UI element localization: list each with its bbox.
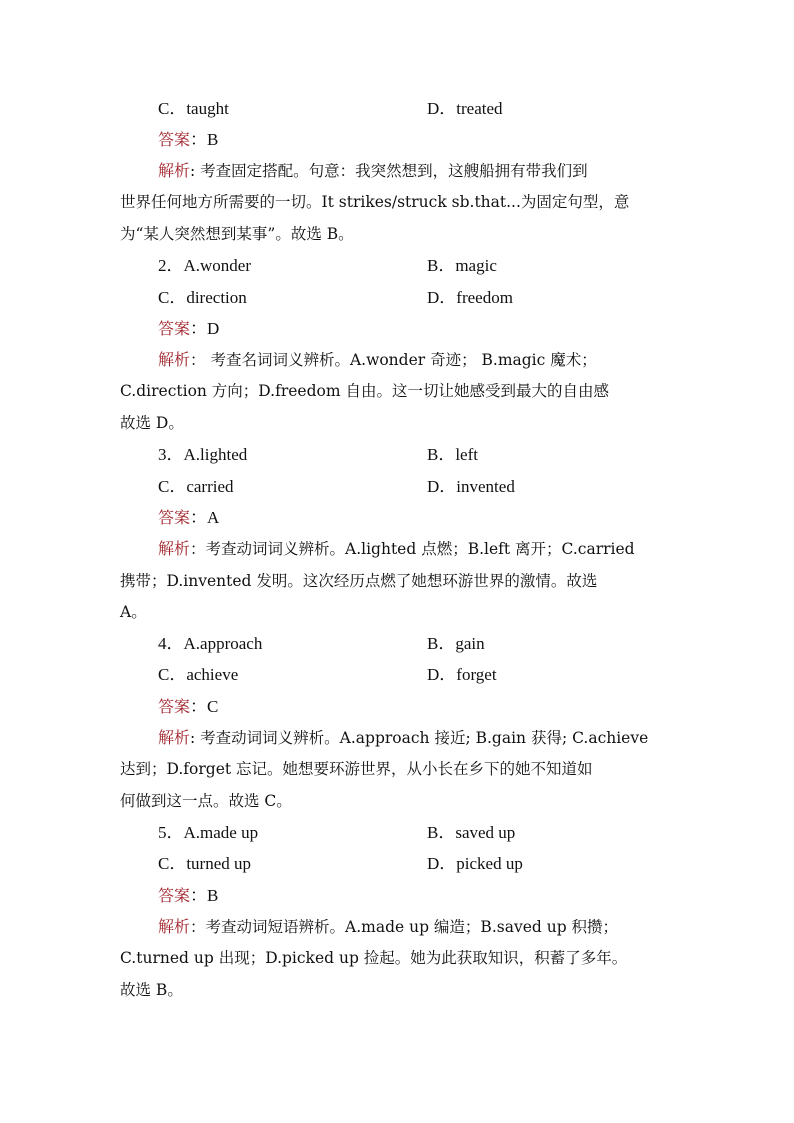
analysis-text: ： 考查名词词义辨析。A.wonder 奇迹； B.magic 魔术；: [190, 351, 597, 369]
q1-option-d: D．treated: [427, 99, 503, 118]
answer-value: B: [207, 886, 219, 905]
analysis-text: ：考查动词短语辨析。A.made up 编造；B.saved up 积攒；: [190, 918, 619, 936]
q4-option-d: D．forget: [427, 665, 497, 684]
q3-option-b: B．left: [427, 445, 478, 464]
analysis-text: ：考查动词词义辨析。A.lighted 点燃；B.left 离开；C.carried: [190, 540, 635, 558]
answer-label: 答案: [158, 319, 191, 338]
q4-option-b: B．gain: [427, 634, 485, 653]
q2-answer: [158, 318, 219, 340]
q5-option-d: D．picked up: [427, 854, 523, 873]
answer-separator: ：: [190, 886, 208, 905]
answer-label: 答案: [158, 130, 191, 149]
q2-analysis-line-1: [158, 349, 680, 371]
analysis-label: 解析: [158, 728, 191, 747]
answer-separator: ：: [190, 697, 208, 716]
answer-value: B: [207, 130, 219, 149]
analysis-label: 解析: [158, 539, 191, 558]
analysis-label: 解析: [158, 350, 191, 369]
answer-separator: ：: [190, 319, 208, 338]
analysis-text: : 考查固定搭配。句意：我突然想到，这艘船拥有带我们到: [190, 162, 588, 180]
q4-answer: [158, 696, 218, 718]
q3-option-d: D．invented: [427, 477, 515, 496]
q3-analysis-line-2: 携带；D.invented 发明。这次经历点燃了她想环游世界的激情。故选: [120, 572, 598, 590]
answer-value: A: [207, 508, 220, 527]
q5-answer: [158, 885, 218, 907]
q3-answer: [158, 507, 219, 529]
analysis-label: 解析: [158, 917, 191, 936]
answer-label: 答案: [158, 697, 191, 716]
q2-analysis-line-3: 故选 D。: [120, 414, 184, 432]
q5-analysis-line-2: C.turned up 出现；D.picked up 捡起。她为此获取知识，积蓄了多年。: [120, 949, 628, 967]
q5-option-c: C．turned up: [158, 854, 252, 873]
q5-analysis-line-1: [158, 916, 680, 938]
q2-option-a: 2．A.wonder: [158, 256, 252, 275]
q5-analysis-line-3: 故选 B。: [120, 981, 183, 999]
q2-option-d: D．freedom: [427, 288, 513, 307]
analysis-text: : 考查动词词义辨析。A.approach 接近; B.gain 获得; C.achieve: [190, 729, 649, 747]
answer-value: D: [207, 319, 220, 338]
q1-option-c: C．taught: [158, 99, 229, 118]
answer-separator: ：: [190, 130, 208, 149]
q4-analysis-line-2: 达到；D.forget 忘记。她想要环游世界，从小长在乡下的她不知道如: [120, 760, 593, 778]
answer-label: 答案: [158, 508, 191, 527]
q2-analysis-line-2: C.direction 方向；D.freedom 自由。这一切让她感受到最大的自由感: [120, 382, 609, 400]
answer-value: C: [207, 697, 219, 716]
q4-option-c: C．achieve: [158, 665, 239, 684]
answer-separator: ：: [190, 508, 208, 527]
q3-analysis-line-1: [158, 538, 680, 560]
q1-analysis-line-1: [158, 160, 680, 182]
q2-option-b: B．magic: [427, 256, 497, 275]
q5-option-a: 5．A.made up: [158, 823, 259, 842]
q4-analysis-line-3: 何做到这一点。故选 C。: [120, 792, 292, 810]
q5-option-b: B．saved up: [427, 823, 516, 842]
analysis-label: 解析: [158, 161, 191, 180]
q1-answer: [158, 129, 218, 151]
q3-analysis-line-3: A。: [120, 603, 147, 621]
q1-analysis-line-3: 为“某人突然想到某事”。故选 B。: [120, 225, 354, 243]
q4-option-a: 4．A.approach: [158, 634, 263, 653]
answer-label: 答案: [158, 886, 191, 905]
q2-option-c: C．direction: [158, 288, 247, 307]
q3-option-c: C．carried: [158, 477, 234, 496]
q3-option-a: 3．A.lighted: [158, 445, 248, 464]
q1-analysis-line-2: 世界任何地方所需要的一切。It strikes/struck sb.that...为固定句型，意: [120, 193, 630, 211]
q4-analysis-line-1: [158, 727, 680, 749]
